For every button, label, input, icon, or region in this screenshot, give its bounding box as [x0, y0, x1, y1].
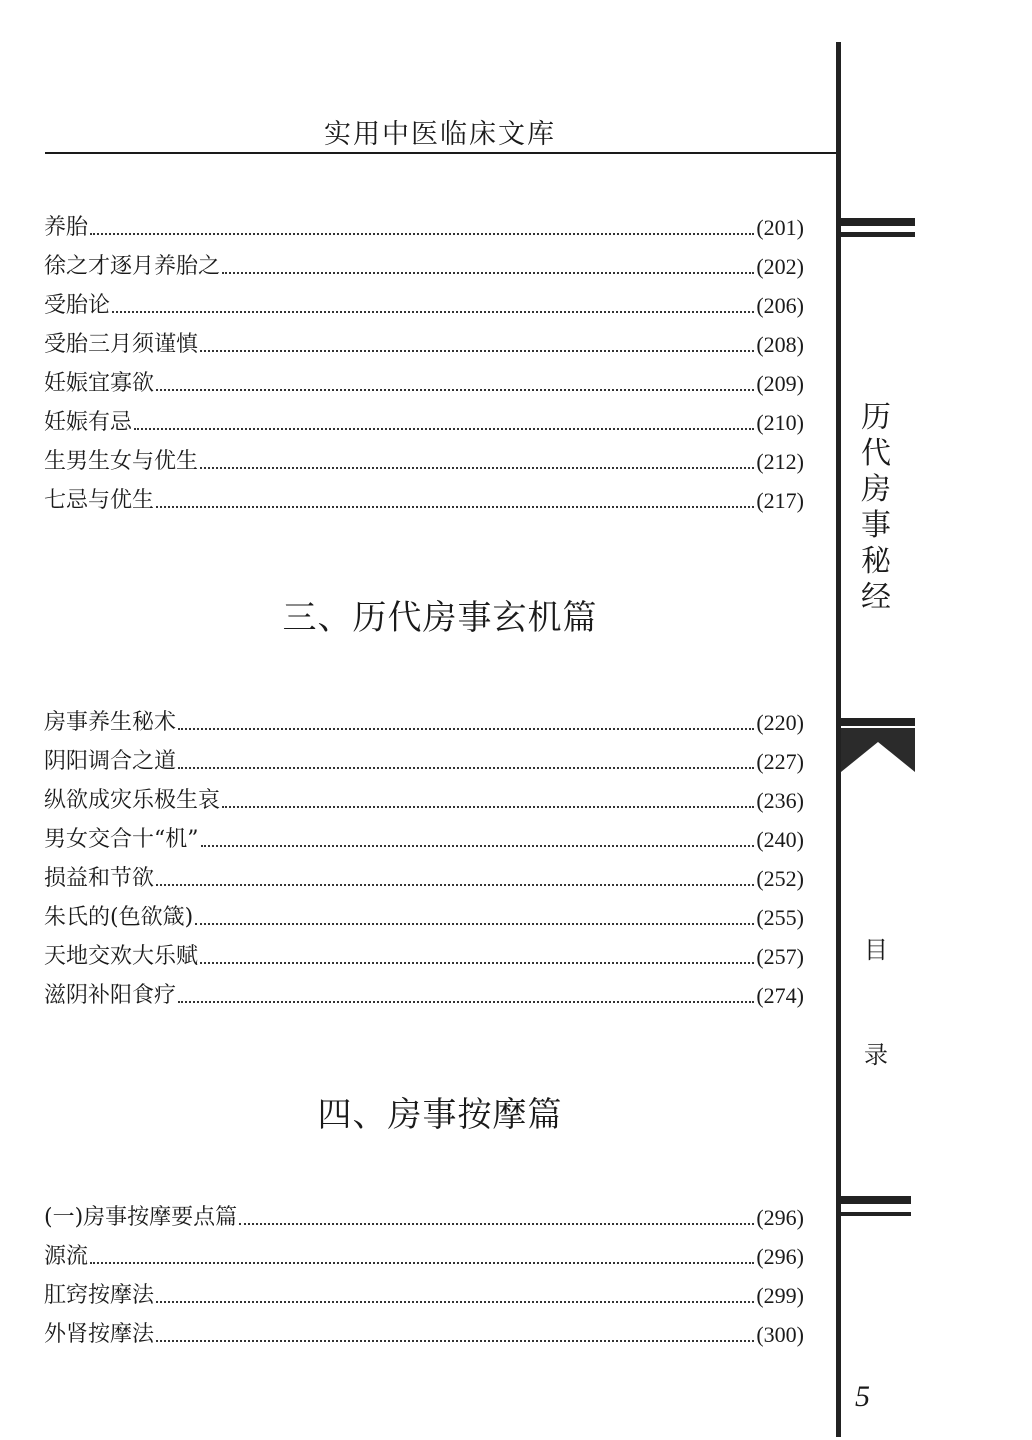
toc-entry — [44, 937, 804, 976]
section-heading: 四、房事按摩篇 — [317, 1095, 563, 1135]
spine-char: 秘 — [861, 544, 891, 579]
dot-leader — [156, 389, 754, 391]
dot-leader — [201, 845, 755, 847]
spine-char: 代 — [861, 436, 891, 471]
toc-entry-page: (206) — [756, 293, 804, 318]
toc-entry-title: 朱氏的(色欲箴) — [44, 905, 194, 930]
dot-leader — [90, 233, 754, 235]
spine-chevron — [841, 718, 917, 774]
spine-char: 历 — [861, 400, 891, 435]
toc-section — [44, 1198, 804, 1354]
toc-entry — [44, 820, 804, 859]
toc-entry-page: (201) — [756, 215, 804, 240]
spine-bar — [841, 1212, 911, 1216]
toc-entry-page: (299) — [756, 1283, 804, 1308]
toc-entry-title: 妊娠有忌 — [44, 410, 133, 435]
dot-leader — [178, 728, 754, 730]
toc-entry-title: 外肾按摩法 — [44, 1322, 155, 1347]
dot-leader — [156, 1301, 754, 1303]
toc-entry — [44, 403, 804, 442]
toc-entry — [44, 325, 804, 364]
toc-entry — [44, 859, 804, 898]
toc-entry-page: (212) — [756, 449, 804, 474]
dot-leader — [178, 1001, 754, 1003]
toc-entry-title: 养胎 — [44, 215, 89, 240]
toc-entry-title: 受胎论 — [44, 293, 111, 318]
spine-label-char: 目 — [864, 936, 888, 964]
spine-bar — [841, 232, 915, 237]
spine-char: 房 — [861, 472, 891, 507]
dot-leader — [134, 428, 754, 430]
toc-entry-page: (202) — [756, 254, 804, 279]
dot-leader — [90, 1262, 754, 1264]
toc-entry — [44, 1198, 804, 1237]
toc-entry-page: (209) — [756, 371, 804, 396]
running-header: 实用中医临床文库 — [324, 119, 556, 150]
toc-entry — [44, 1315, 804, 1354]
toc-entry — [44, 247, 804, 286]
toc-entry-title: 生男生女与优生 — [44, 449, 199, 474]
toc-entry-page: (227) — [756, 749, 804, 774]
toc-entry — [44, 481, 804, 520]
toc-entry-page: (274) — [756, 983, 804, 1008]
dot-leader — [222, 806, 754, 808]
toc-entry-title: 源流 — [44, 1244, 89, 1269]
toc-entry — [44, 364, 804, 403]
dot-leader — [156, 884, 754, 886]
toc-entry-page: (255) — [756, 905, 804, 930]
toc-entry-page: (300) — [756, 1322, 804, 1347]
dot-leader — [112, 311, 754, 313]
toc-entry — [44, 1276, 804, 1315]
spine-label-char: 录 — [864, 1041, 888, 1069]
toc-entry-title: 滋阴补阳食疗 — [44, 983, 177, 1008]
toc-entry-title: 男女交合十“机” — [44, 827, 199, 852]
dot-leader — [222, 272, 754, 274]
toc-entry-title: 天地交欢大乐赋 — [44, 944, 199, 969]
toc-section — [44, 703, 804, 1015]
toc-entry — [44, 286, 804, 325]
toc-entry-title: 房事养生秘术 — [44, 710, 177, 735]
spine-char: 经 — [861, 580, 891, 615]
toc-entry-page: (252) — [756, 866, 804, 891]
toc-entry — [44, 208, 804, 247]
dot-leader — [195, 923, 754, 925]
toc-entry-title: 肛窍按摩法 — [44, 1283, 155, 1308]
toc-entry — [44, 442, 804, 481]
dot-leader — [239, 1223, 754, 1225]
toc-entry-page: (257) — [756, 944, 804, 969]
toc-entry-page: (296) — [756, 1205, 804, 1230]
toc-entry-page: (208) — [756, 332, 804, 357]
toc-section — [44, 208, 804, 520]
toc-entry-page: (296) — [756, 1244, 804, 1269]
toc-entry-title: 受胎三月须谨慎 — [44, 332, 199, 357]
dot-leader — [200, 962, 754, 964]
toc-entry — [44, 1237, 804, 1276]
header-rule — [45, 152, 837, 154]
toc-entry-page: (210) — [756, 410, 804, 435]
toc-entry-page: (240) — [756, 827, 804, 852]
toc-entry-page: (217) — [756, 488, 804, 513]
toc-entry — [44, 742, 804, 781]
toc-entry-title: 纵欲成灾乐极生哀 — [44, 788, 221, 813]
toc-entry-title: 七忌与优生 — [44, 488, 155, 513]
spine-bar — [841, 1196, 911, 1204]
page-number: 5 — [855, 1380, 870, 1413]
toc-entry — [44, 781, 804, 820]
dot-leader — [156, 1340, 754, 1342]
spine-char: 事 — [861, 508, 891, 543]
toc-entry — [44, 703, 804, 742]
dot-leader — [200, 350, 754, 352]
toc-entry-title: 损益和节欲 — [44, 866, 155, 891]
dot-leader — [200, 467, 754, 469]
section-heading: 三、历代房事玄机篇 — [282, 598, 598, 638]
toc-entry-title: 妊娠宜寡欲 — [44, 371, 155, 396]
toc-entry-title: (一)房事按摩要点篇 — [44, 1205, 238, 1230]
toc-entry-title: 阴阳调合之道 — [44, 749, 177, 774]
toc-entry — [44, 976, 804, 1015]
toc-entry-page: (236) — [756, 788, 804, 813]
dot-leader — [178, 767, 754, 769]
toc-entry — [44, 898, 804, 937]
dot-leader — [156, 506, 754, 508]
toc-entry-title: 徐之才逐月养胎之 — [44, 254, 221, 279]
toc-entry-page: (220) — [756, 710, 804, 735]
spine-bar — [841, 218, 915, 226]
